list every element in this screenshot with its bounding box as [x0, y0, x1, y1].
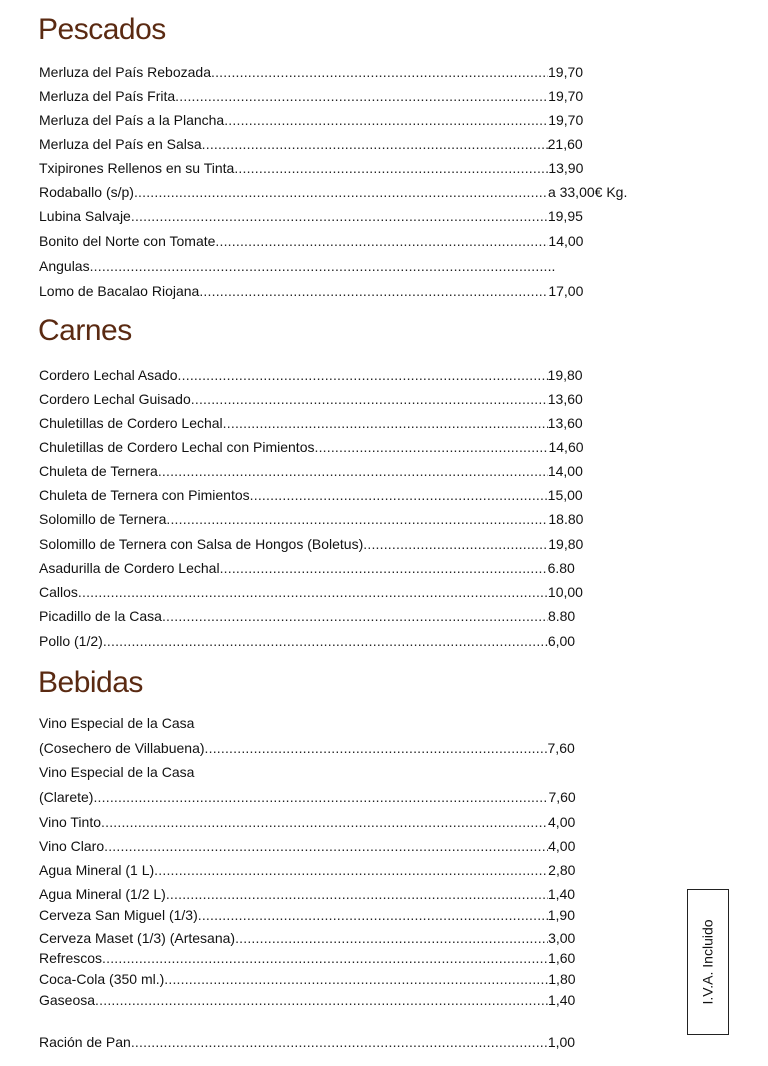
menu-item-name: Picadillo de la Casa — [39, 608, 162, 624]
dot-leader — [131, 1032, 548, 1052]
menu-item — [39, 836, 575, 856]
menu-item-price: 19,80 — [547, 367, 583, 383]
menu-item-price: 19,70 — [548, 64, 584, 80]
menu-item-name: Angulas — [39, 258, 90, 274]
menu-item — [39, 134, 583, 154]
menu-item — [39, 969, 576, 989]
menu-item-name: (Clarete) — [39, 789, 94, 805]
menu-item-price: 10,00 — [547, 584, 583, 600]
menu-item-name: Cerveza San Miguel (1/3) — [39, 907, 198, 923]
menu-item-name: Solomillo de Ternera con Salsa de Hongos (Boletus) — [39, 536, 364, 552]
menu-item-name: Lomo de Bacalao Riojana — [39, 283, 200, 299]
menu-item — [39, 110, 583, 130]
dot-leader — [191, 389, 548, 409]
dot-leader — [162, 606, 548, 626]
menu-item-name: Vino Tinto — [39, 814, 102, 830]
menu-item-price: a 33,00€ Kg. — [547, 184, 628, 200]
dot-leader — [198, 905, 548, 925]
menu-item-price: 13,60 — [547, 415, 583, 431]
dot-leader — [211, 62, 548, 82]
menu-item-name: Refrescos — [39, 950, 103, 966]
menu-item-name: Merluza del País a la Plancha — [39, 112, 225, 128]
menu-item-name: Merluza del País en Salsa — [39, 136, 202, 152]
section-title-carnes: Carnes — [38, 314, 132, 347]
menu-item-price: 21,60 — [547, 136, 583, 152]
menu-item-name: Chuletillas de Cordero Lechal con Pimientos — [39, 439, 315, 455]
menu-item-name: Asadurilla de Cordero Lechal — [39, 560, 220, 576]
menu-item — [39, 413, 583, 433]
dot-leader — [220, 558, 548, 578]
dot-leader — [199, 281, 548, 301]
menu-item-price: .. — [547, 258, 556, 274]
menu-item — [39, 437, 584, 457]
menu-item-price: 13,90 — [548, 160, 584, 176]
menu-item-price: 1,90 — [547, 907, 575, 923]
dot-leader — [95, 990, 548, 1010]
menu-item — [39, 1032, 575, 1052]
menu-item-name: Ración de Pan — [39, 1034, 131, 1050]
menu-item-price: 8.80 — [547, 608, 576, 624]
menu-item-price: 17,00 — [548, 283, 584, 299]
menu-item-name: Bonito del Norte con Tomate — [39, 233, 216, 249]
dot-leader — [215, 231, 548, 251]
dot-leader — [175, 86, 548, 106]
menu-item — [39, 558, 575, 578]
dot-leader — [93, 787, 548, 807]
menu-item — [39, 62, 583, 82]
menu-item-price: 3,00 — [548, 930, 576, 946]
menu-item — [39, 281, 583, 301]
menu-item-name: Merluza del País Rebozada — [39, 64, 211, 80]
menu-item-price: 2,80 — [548, 862, 576, 878]
dot-leader — [224, 110, 548, 130]
menu-item-price: 1,80 — [548, 971, 576, 987]
menu-item-name: Merluza del País Frita — [39, 88, 176, 104]
dot-leader — [134, 182, 548, 202]
menu-item-name: Vino Especial de la Casa — [39, 764, 195, 780]
menu-item — [39, 884, 575, 904]
menu-item — [39, 606, 575, 626]
menu-item — [39, 948, 575, 968]
dot-leader — [164, 969, 548, 989]
menu-item-price: 19,80 — [548, 536, 584, 552]
menu-item — [39, 389, 583, 409]
menu-item-price: 7,60 — [548, 789, 576, 805]
menu-item-name: Solomillo de Ternera — [39, 511, 167, 527]
dot-leader — [166, 509, 548, 529]
menu-item-name: Pollo (1/2) — [39, 633, 103, 649]
menu-item-name: Lubina Salvaje — [39, 208, 131, 224]
dot-leader — [90, 256, 548, 276]
dot-leader — [103, 631, 548, 651]
menu-item-price: 19,70 — [548, 112, 584, 128]
dot-leader — [131, 206, 548, 226]
menu-item-price: 1,00 — [547, 1034, 576, 1050]
menu-item — [39, 256, 555, 276]
dot-leader — [104, 836, 548, 856]
tax-note: I.V.A. Incluido — [700, 919, 716, 1005]
dot-leader — [234, 158, 548, 178]
menu-item — [39, 631, 575, 651]
menu-item — [39, 86, 583, 106]
menu-item-price: 7,60 — [547, 740, 575, 756]
dot-leader — [363, 534, 548, 554]
menu-item-price: 19,95 — [547, 208, 583, 224]
dot-leader — [101, 812, 548, 832]
menu-item — [39, 509, 583, 529]
menu-item-price: 14,00 — [547, 463, 583, 479]
menu-item-name: Agua Mineral (1 L) — [39, 862, 155, 878]
menu-item — [39, 534, 583, 554]
menu-item-price: 1,40 — [547, 886, 576, 902]
dot-leader — [250, 485, 548, 505]
menu-item — [39, 812, 575, 832]
menu-item-name: Cerveza Maset (1/3) (Artesana) — [39, 930, 236, 946]
menu-item — [39, 713, 194, 733]
menu-item — [39, 990, 575, 1010]
menu-item-name: Rodaballo (s/p) — [39, 184, 134, 200]
menu-item-name: Vino Especial de la Casa — [39, 715, 195, 731]
menu-item-price: 4,00 — [548, 838, 576, 854]
menu-item — [39, 182, 627, 202]
menu-item-name: Chuleta de Ternera con Pimientos — [39, 487, 250, 503]
menu-item — [39, 582, 583, 602]
menu-item-name: Chuletillas de Cordero Lechal — [39, 415, 223, 431]
menu-item — [39, 928, 575, 948]
menu-item — [39, 365, 583, 385]
menu-item — [39, 738, 575, 758]
menu-item-price: 14,00 — [548, 233, 584, 249]
dot-leader — [166, 884, 548, 904]
menu-item-price: 1,40 — [548, 992, 576, 1008]
dot-leader — [102, 948, 548, 968]
menu-item-name: Chuleta de Ternera — [39, 463, 158, 479]
menu-item — [39, 485, 583, 505]
menu-item-price: 14,60 — [548, 439, 584, 455]
menu-item — [39, 905, 575, 925]
menu-item-price: 19,70 — [548, 88, 584, 104]
menu-item-price: 15,00 — [547, 487, 583, 503]
menu-item-price: 13,60 — [547, 391, 583, 407]
menu-item-name: Vino Claro — [39, 838, 105, 854]
dot-leader — [154, 860, 548, 880]
dot-leader — [314, 437, 548, 457]
menu-item-price: 18.80 — [548, 511, 584, 527]
menu-item-name: (Cosechero de Villabuena) — [39, 740, 205, 756]
menu-item — [39, 461, 583, 481]
menu-item-name: Coca-Cola (350 ml.) — [39, 971, 165, 987]
menu-item-price: 1,60 — [548, 950, 576, 966]
dot-leader — [78, 582, 548, 602]
section-title-pescados: Pescados — [38, 13, 166, 46]
menu-item-price: 4,00 — [548, 814, 576, 830]
dot-leader — [158, 461, 548, 481]
menu-item — [39, 231, 583, 251]
menu-item — [39, 787, 576, 807]
menu-item-price: 6.80 — [547, 560, 575, 576]
dot-leader — [235, 928, 548, 948]
menu-item-name: Txipirones Rellenos en su Tinta — [39, 160, 235, 176]
menu-item-price: 6,00 — [547, 633, 576, 649]
menu-item-name: Agua Mineral (1/2 L) — [39, 886, 166, 902]
menu-item-name: Gaseosa — [39, 992, 96, 1008]
menu-item — [39, 206, 583, 226]
menu-item-name: Cordero Lechal Guisado — [39, 391, 191, 407]
menu-item-name: Callos — [39, 584, 78, 600]
menu-item — [39, 158, 583, 178]
menu-item-name: Cordero Lechal Asado — [39, 367, 178, 383]
section-title-bebidas: Bebidas — [38, 666, 143, 699]
dot-leader — [178, 365, 548, 385]
dot-leader — [223, 413, 548, 433]
menu-item — [39, 762, 194, 782]
dot-leader — [202, 134, 548, 154]
dot-leader — [205, 738, 548, 758]
tax-note-box — [687, 889, 729, 1035]
menu-item — [39, 860, 575, 880]
